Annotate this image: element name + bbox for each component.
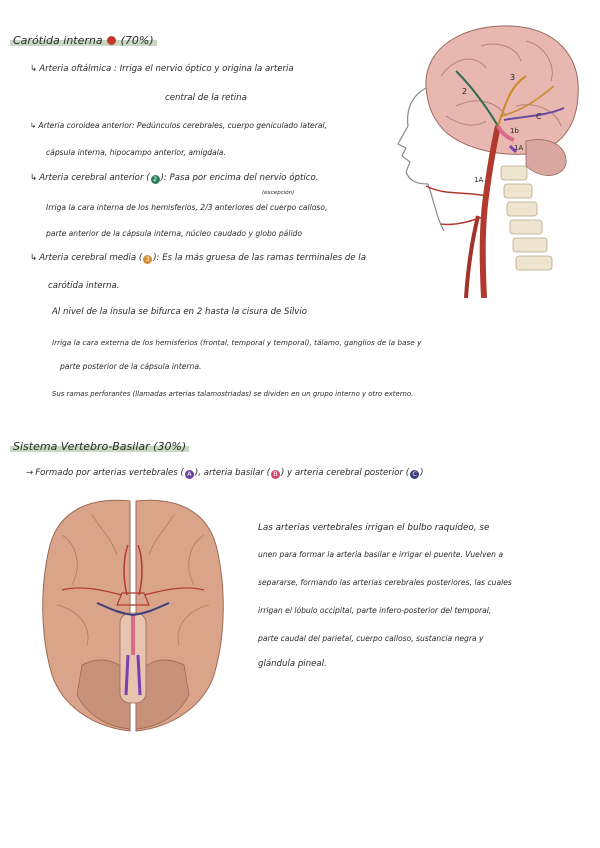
exception-note: (excepción) [262,190,295,196]
para-text-6: glándula pineal. [258,659,327,669]
navy-dot-icon: C [410,470,419,479]
anterior-cerebral-text-3: parte anterior de la cápsula interna, núcleo caudado y globo pálido [46,229,303,238]
intro-part-a: Formado por arterias vertebrales ( [35,468,184,478]
anterior-cerebral-text-2: Irriga la cara interna de los hemisferios, 2/3 anteriores del cuerpo calloso, [46,203,328,212]
anterior-cerebral-line-2 [46,203,327,212]
anterior-cerebral-line [30,173,318,184]
rose-dot-icon: B [271,470,280,479]
hook-arrow-icon: ↳ [30,121,37,130]
vertebro-heading [10,440,189,453]
hook-arrow-icon: ↳ [30,253,38,263]
middle-cerebral-line-4 [52,338,421,347]
middle-cerebral-line-6 [52,390,413,398]
label-c: C [536,112,542,121]
vertebro-intro [26,468,423,479]
head-arteries-svg [386,16,591,298]
ophthalmic-line [30,64,294,74]
label-3: 3 [510,73,516,82]
anterior-cerebral-line-3 [46,229,302,238]
carotid-heading-pct: (70%) [120,34,154,47]
middle-cerebral-text-5: parte posterior de la cápsula interna. [60,362,202,371]
middle-cerebral-text-2: carótida interna. [48,281,120,291]
choroidal-text: Arteria coroidea anterior: Pedúnculos cerebrales, cuerpo geniculado lateral, [38,121,328,130]
ophthalmic-text-2: central de la retina [165,93,247,103]
vertebro-para-5 [258,634,484,643]
ophthalmic-line-2 [165,93,247,103]
choroidal-text-2: cápsula interna, hipocampo anterior, amígdala. [46,148,226,157]
para-text-3: separarse, formando las arterias cerebrales posteriores, las cuales [258,578,512,587]
para-text-4: irrigan el lóbulo occipital, parte infero-posterior del temporal, [258,606,492,615]
brain-base-illustration [22,495,244,737]
middle-cerebral-line-3 [52,307,307,317]
para-text-5: parte caudal del parietal, cuerpo calloso, sustancia negra y [258,634,484,643]
anterior-cerebral-text-a: Arteria cerebral anterior ( [39,173,150,183]
choroidal-line [30,121,327,130]
intro-part-d: ) [420,468,424,478]
label-1b: 1b [510,127,519,135]
middle-cerebral-line-5 [60,362,201,371]
brain-base-svg [22,495,244,737]
head-arteries-illustration [386,16,591,298]
orange-dot-icon: 3 [143,255,152,264]
carotid-red-dot-icon [107,36,116,45]
label-2: 2 [462,87,468,96]
vertebro-para-4 [258,606,491,615]
middle-cerebral-text-a: Arteria cerebral media ( [39,253,143,263]
middle-cerebral-line-2 [48,281,119,291]
middle-cerebral-text-3: Al nivel de la ínsula se bifurca en 2 hasta la cisura de Silvio [52,307,308,317]
para-text-1: Las arterias vertebrales irrigan el bulbo raquídeo, se [258,523,490,533]
middle-cerebral-text-b: ): Es la más gruesa de las ramas terminales de la [153,253,366,263]
ophthalmic-text: Arteria oftálmica : Irriga el nervio óptico y origina la arteria [39,64,294,74]
carotid-heading-text: Carótida interna [13,34,103,47]
choroidal-line-2 [46,148,226,157]
vertebro-heading-text: Sistema Vertebro-Basilar (30%) [13,440,187,453]
intro-part-b: ), arteria basilar ( [194,468,270,478]
carotid-heading [10,34,157,47]
purple-dot-icon: A [185,470,194,479]
para-text-2: unen para formar la arteria basilar e irrigar el puente. Vuelven a [258,550,504,559]
intro-part-c: ) y arteria cerebral posterior ( [280,468,410,478]
green-dot-icon: 2 [151,175,160,184]
label-1a-top: 1A [514,144,524,152]
middle-cerebral-line [30,253,366,264]
vertebro-para-1 [258,523,489,533]
vertebro-para-6 [258,659,327,669]
label-1a: 1A [474,176,484,184]
hook-arrow-icon: ↳ [30,173,38,183]
anterior-cerebral-text-b: ): Pasa por encima del nervio óptico. [160,173,319,183]
vertebro-para-2 [258,550,503,559]
hook-arrow-icon: ↳ [30,64,38,74]
middle-cerebral-text-4: Irriga la cara externa de los hemisferios (frontal, temporal y temporal), tálamo, ganglios de la base y [52,338,422,347]
vertebro-para-3 [258,578,512,587]
right-arrow-icon: → [26,468,34,478]
middle-cerebral-text-6: Sus ramas perforantes (llamadas arterias talamostriadas) se dividen en un grupo interno y otro externo. [52,390,414,398]
